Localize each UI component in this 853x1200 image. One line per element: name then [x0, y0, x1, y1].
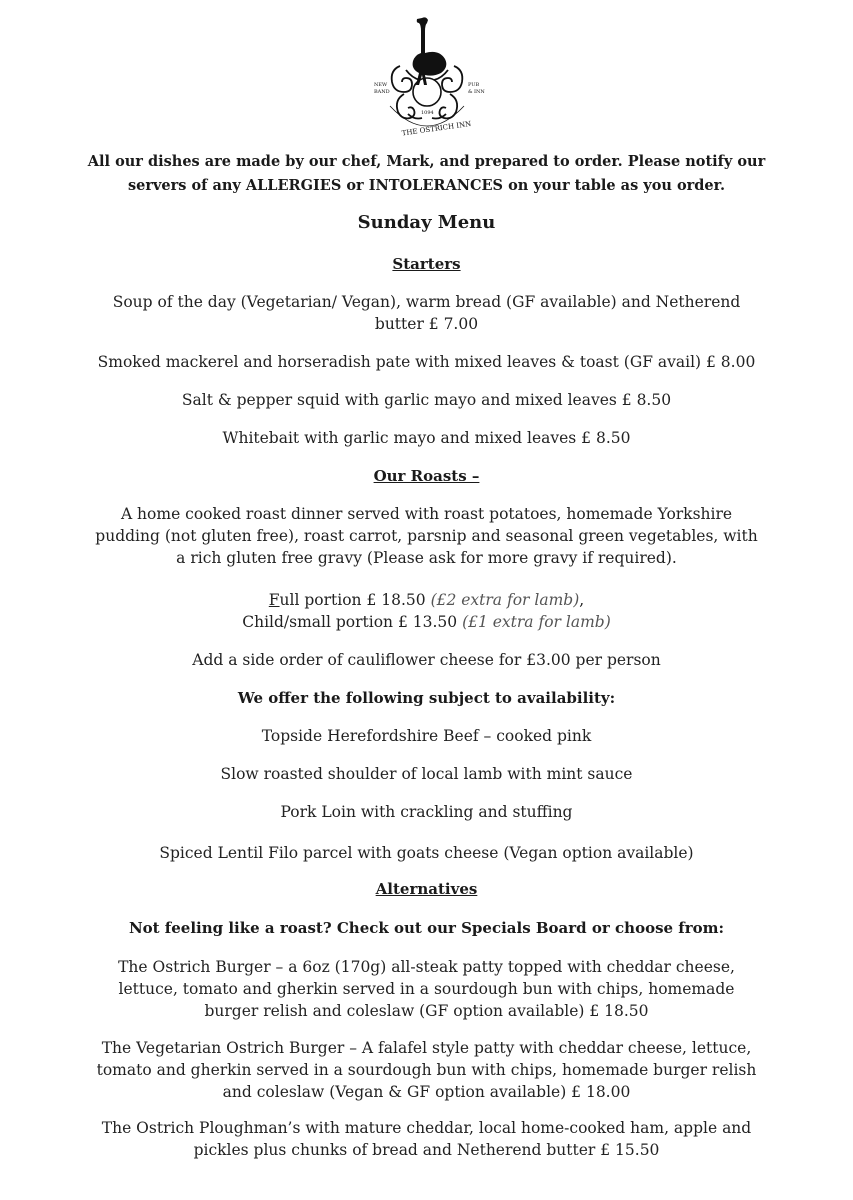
- portion-prices: [0, 589, 853, 633]
- starters-heading: Starters: [392, 255, 461, 273]
- full-portion-initial: F: [268, 591, 280, 609]
- logo-left-text-2: BAND: [374, 89, 390, 95]
- logo-center-text: 1094: [421, 110, 434, 116]
- roast-option-lamb: Slow roasted shoulder of local lamb with mint sauce: [220, 765, 633, 783]
- veg-burger-line-2: tomato and gherkin served in a sourdough bun with chips, homemade burger relish: [96, 1061, 757, 1079]
- child-portion: [0, 611, 853, 633]
- notice-line-1: All our dishes are made by our chef, Mark, and prepared to order. Please notify our: [87, 153, 766, 170]
- roast-option-pork: Pork Loin with crackling and stuffing: [280, 803, 573, 821]
- roasts-description: [0, 503, 853, 569]
- logo-right-text-1: PUB: [468, 82, 480, 88]
- veg-burger-line-3: and coleslaw (Vegan & GF option available) £ 18.00: [222, 1083, 631, 1101]
- full-portion-comma: ,: [579, 591, 585, 609]
- allergy-notice: [0, 150, 853, 198]
- starter-soup-line-2: butter £ 7.00: [374, 315, 479, 333]
- logo-ring-text: THE OSTRICH INN: [401, 119, 472, 138]
- ostrich-inn-logo: [360, 14, 494, 138]
- menu-title: Sunday Menu: [357, 212, 496, 233]
- notice-line-2: servers of any ALLERGIES or INTOLERANCES on your table as you order.: [127, 177, 726, 194]
- side-order: Add a side order of cauliflower cheese for £3.00 per person: [192, 651, 661, 669]
- full-portion: [0, 589, 853, 611]
- starter-soup: [0, 291, 853, 335]
- full-portion-text: ull portion £ 18.50: [279, 591, 431, 609]
- starter-soup-line-1: Soup of the day (Vegetarian/ Vegan), warm bread (GF available) and Netherend: [112, 293, 741, 311]
- logo-left-text-1: NEW: [374, 82, 388, 88]
- burger-line-1: The Ostrich Burger – a 6oz (170g) all-steak patty topped with cheddar cheese,: [118, 958, 735, 976]
- ostrich-ploughmans: [0, 1117, 853, 1161]
- ostrich-burger: [0, 956, 853, 1022]
- starter-mackerel: Smoked mackerel and horseradish pate with mixed leaves & toast (GF avail) £ 8.00: [97, 353, 756, 371]
- child-portion-note: (£1 extra for lamb): [462, 613, 611, 631]
- child-portion-text: Child/small portion £ 13.50: [242, 613, 463, 631]
- logo-right-text-2: & INN: [468, 89, 485, 95]
- roasts-desc-line-1: A home cooked roast dinner served with roast potatoes, homemade Yorkshire: [120, 505, 733, 523]
- ploughmans-line-2: pickles plus chunks of bread and Netherend butter £ 15.50: [193, 1141, 660, 1159]
- roast-option-beef: Topside Herefordshire Beef – cooked pink: [261, 727, 592, 745]
- alternatives-heading: Alternatives: [375, 880, 478, 898]
- burger-line-3: burger relish and coleslaw (GF option available) £ 18.50: [204, 1002, 649, 1020]
- ploughmans-line-1: The Ostrich Ploughman’s with mature cheddar, local home-cooked ham, apple and: [101, 1119, 752, 1137]
- availability-heading: We offer the following subject to availability:: [237, 689, 616, 707]
- left-scroll-ornament: [392, 66, 422, 119]
- veg-ostrich-burger: [0, 1037, 853, 1103]
- burger-line-2: lettuce, tomato and gherkin served in a sourdough bun with chips, homemade: [118, 980, 735, 998]
- roasts-desc-line-2: pudding (not gluten free), roast carrot, parsnip and seasonal green vegetables, with: [95, 527, 758, 545]
- starter-whitebait: Whitebait with garlic mayo and mixed leaves £ 8.50: [222, 429, 631, 447]
- veg-burger-line-1: The Vegetarian Ostrich Burger – A falafel style patty with cheddar cheese, lettuce,: [101, 1039, 752, 1057]
- ostrich-icon: [413, 17, 447, 85]
- roasts-desc-line-3: a rich gluten free gravy (Please ask for more gravy if required).: [176, 549, 677, 567]
- roast-option-filo: Spiced Lentil Filo parcel with goats cheese (Vegan option available): [159, 844, 694, 862]
- alternatives-intro: Not feeling like a roast? Check out our Specials Board or choose from:: [128, 919, 725, 937]
- starter-squid: Salt & pepper squid with garlic mayo and mixed leaves £ 8.50: [181, 391, 672, 409]
- roasts-heading: Our Roasts –: [373, 467, 480, 485]
- full-portion-note: (£2 extra for lamb): [430, 591, 580, 609]
